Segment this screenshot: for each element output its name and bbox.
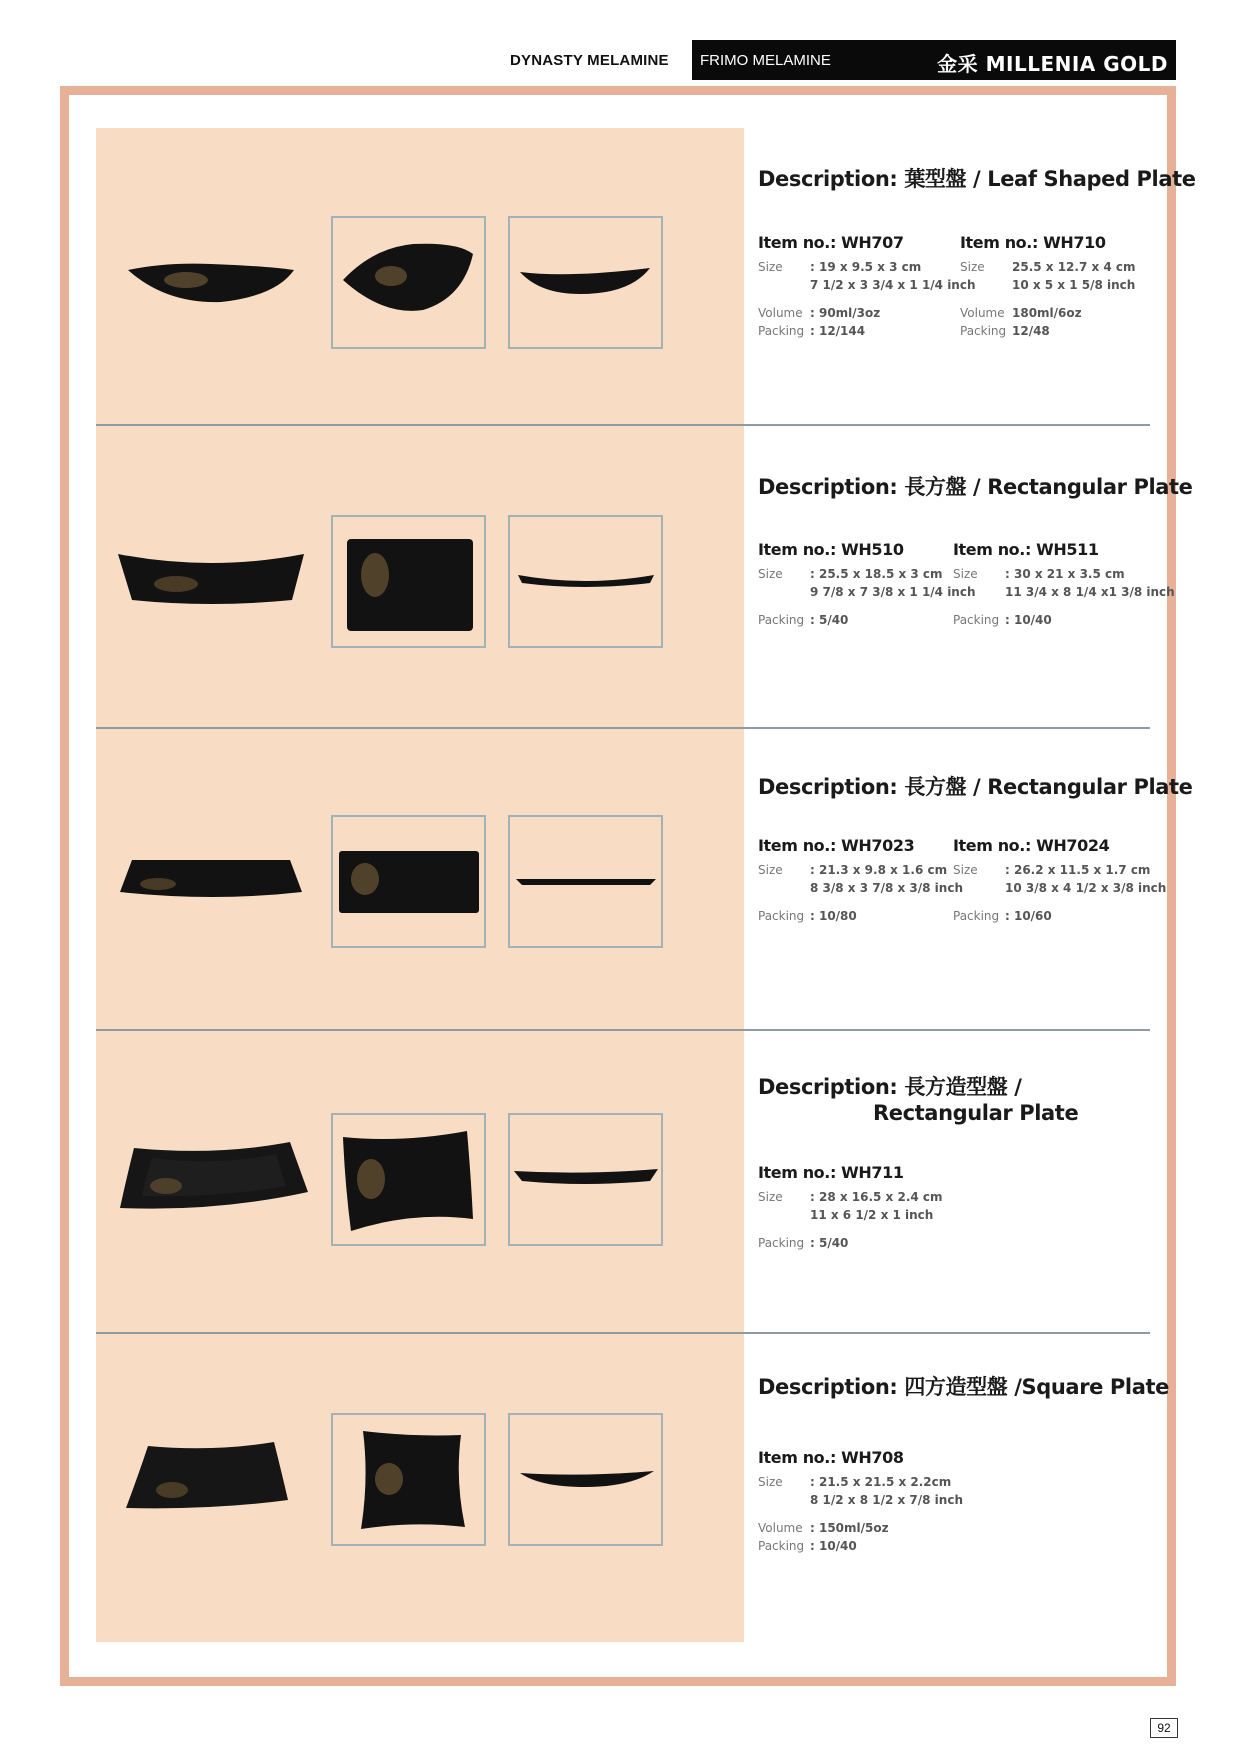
spec-packing [953, 611, 1175, 629]
section-description: Description: 葉型盤 / Leaf Shaped Plate [758, 167, 1196, 191]
product-item-wh510 [758, 540, 976, 629]
item-number-value: WH510 [841, 540, 904, 559]
spec-size-inch-row [758, 879, 963, 897]
spec-size-label: Size [758, 1190, 783, 1204]
page-number: 92 [1150, 1718, 1178, 1738]
photo-frame-side [508, 1413, 663, 1546]
photo-frame-side [508, 515, 663, 648]
spec-size-inch-row [960, 276, 1136, 294]
spec-size-label: Size [758, 863, 783, 877]
product-item-wh707 [758, 233, 976, 340]
photo-frame-top [331, 515, 486, 648]
item-number-value: WH7023 [841, 836, 915, 855]
spec-size [953, 565, 1175, 583]
spec-packing-label: Packing [758, 613, 805, 627]
item-number-value: WH711 [841, 1163, 904, 1182]
item-number [960, 233, 1136, 252]
item-number [953, 836, 1166, 855]
section-description: Description: 四方造型盤 /Square Plate [758, 1375, 1169, 1399]
spec-packing-label: Packing [960, 324, 1007, 338]
spec-packing-value: : 10/60 [1005, 909, 1052, 923]
spec-size [960, 258, 1136, 276]
catalog-header [0, 0, 1241, 90]
spec-packing-label: Packing [758, 1236, 805, 1250]
product-item-wh7023 [758, 836, 963, 925]
section-description: Description: 長方盤 / Rectangular Plate [758, 775, 1193, 799]
photo-frame-top [331, 1413, 486, 1546]
item-number [758, 540, 976, 559]
product-item-wh711 [758, 1163, 943, 1252]
spec-size-inch-row [758, 583, 976, 601]
item-number-value: WH708 [841, 1448, 904, 1467]
photo-frame-top [331, 216, 486, 349]
tab-millenia-gold[interactable]: 金采 MILLENIA GOLD [937, 52, 1168, 76]
spec-packing-label: Packing [953, 613, 1000, 627]
spec-volume-label: Volume [758, 306, 803, 320]
spec-size-inch: 8 1/2 x 8 1/2 x 7/8 inch [810, 1493, 963, 1507]
shaped-rect-plate-photo-angle [116, 1140, 310, 1220]
narrow-rect-plate-photo-side [510, 817, 661, 946]
spec-size-inch: 9 7/8 x 7 3/8 x 1 1/4 inch [810, 585, 976, 599]
spec-volume-value: : 90ml/3oz [810, 306, 881, 320]
item-number-value: WH511 [1036, 540, 1099, 559]
photo-frame-side [508, 216, 663, 349]
product-item-wh708 [758, 1448, 963, 1555]
section-description [758, 1074, 1078, 1126]
spec-size-inch: 11 3/4 x 8 1/4 x1 3/8 inch [1005, 585, 1175, 599]
spec-packing [758, 907, 963, 925]
photo-frame-side [508, 1113, 663, 1246]
spec-packing-value: : 5/40 [810, 613, 849, 627]
spec-packing-value: : 12/144 [810, 324, 866, 338]
spec-size-inch-row [758, 1206, 943, 1224]
photo-frame-top [331, 1113, 486, 1246]
leaf-plate-photo-top [333, 218, 484, 347]
spec-size [758, 1473, 963, 1491]
rect-plate-photo-side [510, 517, 661, 646]
item-number-label: Item no.: [953, 836, 1031, 855]
spec-size-cm: : 21.3 x 9.8 x 1.6 cm [810, 863, 948, 877]
spec-size-inch: 10 3/8 x 4 1/2 x 3/8 inch [1005, 881, 1167, 895]
spec-volume-value: 180ml/6oz [1012, 306, 1082, 320]
tab-frimo-melamine[interactable]: FRIMO MELAMINE [700, 52, 831, 69]
spec-size-inch: 11 x 6 1/2 x 1 inch [810, 1208, 934, 1222]
product-item-wh7024 [953, 836, 1166, 925]
spec-packing-label: Packing [758, 324, 805, 338]
spec-packing-value: : 10/80 [810, 909, 857, 923]
item-number [953, 540, 1175, 559]
item-number-label: Item no.: [758, 1448, 836, 1467]
spec-size-inch: 8 3/8 x 3 7/8 x 3/8 inch [810, 881, 963, 895]
rect-plate-photo-top [333, 517, 484, 646]
narrow-rect-plate-photo-top [333, 817, 484, 946]
spec-packing [953, 907, 1166, 925]
spec-packing-value: : 10/40 [810, 1539, 857, 1553]
spec-size-label: Size [953, 567, 978, 581]
spec-packing [960, 322, 1136, 340]
photo-frame-side [508, 815, 663, 948]
product-item-wh511 [953, 540, 1175, 629]
spec-size-label: Size [960, 260, 985, 274]
spec-size [758, 565, 976, 583]
spec-volume [758, 304, 976, 322]
spec-size [953, 861, 1166, 879]
spec-volume-value: : 150ml/5oz [810, 1521, 889, 1535]
spec-packing-label: Packing [758, 1539, 805, 1553]
spec-size-inch-row [758, 1491, 963, 1509]
spec-packing-value: : 10/40 [1005, 613, 1052, 627]
item-number-label: Item no.: [960, 233, 1038, 252]
section-divider [96, 424, 1150, 426]
spec-volume-label: Volume [960, 306, 1005, 320]
spec-volume [960, 304, 1136, 322]
leaf-plate-photo-side [510, 218, 661, 347]
spec-size-inch: 7 1/2 x 3 3/4 x 1 1/4 inch [810, 278, 976, 292]
spec-size-inch-row [953, 879, 1166, 897]
item-number-value: WH710 [1043, 233, 1106, 252]
spec-packing-label: Packing [758, 909, 805, 923]
rect-plate-photo-angle [116, 550, 306, 610]
spec-size-label: Size [953, 863, 978, 877]
spec-packing-label: Packing [953, 909, 1000, 923]
section-description-line1: Description: 長方造型盤 / [758, 1075, 1022, 1099]
square-plate-photo-side [510, 1415, 661, 1544]
spec-size-cm: : 21.5 x 21.5 x 2.2cm [810, 1475, 952, 1489]
square-plate-photo-angle [124, 1438, 292, 1518]
spec-size-label: Size [758, 567, 783, 581]
photo-frame-top [331, 815, 486, 948]
tab-dynasty-melamine[interactable]: DYNASTY MELAMINE [510, 52, 669, 69]
narrow-rect-plate-photo-angle [118, 856, 304, 906]
section-divider [96, 727, 1150, 729]
spec-size-inch-row [758, 276, 976, 294]
item-number-label: Item no.: [758, 836, 836, 855]
spec-size [758, 258, 976, 276]
product-item-wh710 [960, 233, 1136, 340]
item-number-value: WH7024 [1036, 836, 1110, 855]
section-divider [96, 1029, 1150, 1031]
square-plate-photo-top [333, 1415, 484, 1544]
spec-packing [758, 1234, 943, 1252]
item-number [758, 836, 963, 855]
item-number [758, 233, 976, 252]
spec-size-label: Size [758, 1475, 783, 1489]
spec-size-label: Size [758, 260, 783, 274]
section-divider [96, 1332, 1150, 1334]
spec-size-cm: : 28 x 16.5 x 2.4 cm [810, 1190, 943, 1204]
section-description-line2: Rectangular Plate [873, 1101, 1079, 1125]
spec-volume-label: Volume [758, 1521, 803, 1535]
shaped-rect-plate-photo-top [333, 1115, 484, 1244]
leaf-plate-photo-angle [126, 258, 296, 308]
spec-size [758, 861, 963, 879]
shaped-rect-plate-photo-side [510, 1115, 661, 1244]
item-number-label: Item no.: [758, 1163, 836, 1182]
item-number [758, 1448, 963, 1467]
spec-packing [758, 1537, 963, 1555]
item-number-value: WH707 [841, 233, 904, 252]
spec-packing [758, 611, 976, 629]
spec-packing-value: 12/48 [1012, 324, 1050, 338]
spec-size [758, 1188, 943, 1206]
spec-size-cm: : 26.2 x 11.5 x 1.7 cm [1005, 863, 1151, 877]
spec-volume [758, 1519, 963, 1537]
spec-size-cm: : 19 x 9.5 x 3 cm [810, 260, 922, 274]
item-number-label: Item no.: [758, 540, 836, 559]
spec-size-cm: : 30 x 21 x 3.5 cm [1005, 567, 1125, 581]
item-number [758, 1163, 943, 1182]
item-number-label: Item no.: [953, 540, 1031, 559]
spec-packing [758, 322, 976, 340]
item-number-label: Item no.: [758, 233, 836, 252]
spec-size-inch: 10 x 5 x 1 5/8 inch [1012, 278, 1136, 292]
spec-size-cm: 25.5 x 12.7 x 4 cm [1012, 260, 1136, 274]
section-description: Description: 長方盤 / Rectangular Plate [758, 475, 1193, 499]
spec-packing-value: : 5/40 [810, 1236, 849, 1250]
spec-size-cm: : 25.5 x 18.5 x 3 cm [810, 567, 943, 581]
spec-size-inch-row [953, 583, 1175, 601]
